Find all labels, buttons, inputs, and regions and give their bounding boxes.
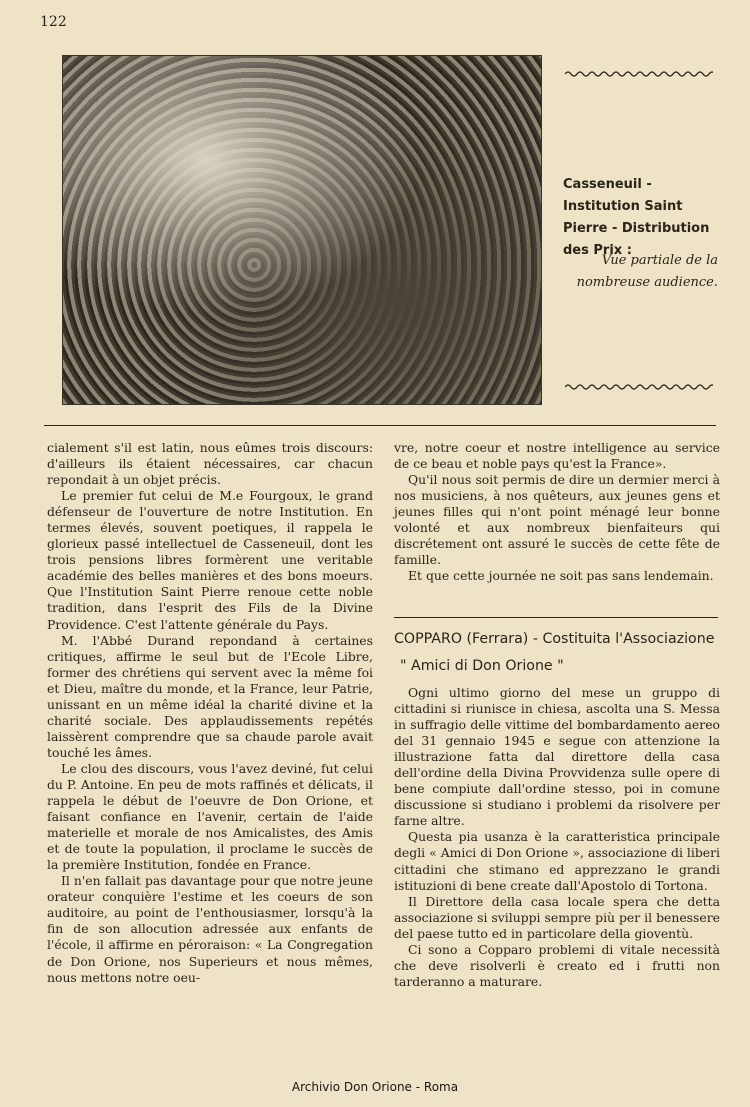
page-number: 122 [40,14,67,30]
paragraph: Il n'en fallait pas davantage pour que notre jeune orateur conquière l'estime et les coeurs de son auditoire, au point de l'enthousiasmer, lorsqu'à la fin de son allocution adressée aux enfants de l'école, il affirme en péroraison: « La Congregation de Don Orione, nos Superieurs et nous mêmes, nous mettons notre oeu- [47,873,373,985]
paragraph: Ci sono a Copparo problemi di vitale necessità che deve risolverli è creato ed i frutti non tarderanno a maturare. [394,941,720,989]
paragraph: Questa pia usanza è la caratteristica principale degli « Amici di Don Orione », associazione di liberi cittadini che stimano ed apprezzano le grandi istituzioni di bene create dall'Apostolo di Tortona. [394,829,720,893]
article-heading-line: COPPARO (Ferrara) - Costituita l'Associazione [394,631,715,647]
article-divider [394,617,718,618]
ornament-wavy-bottom [565,383,713,391]
article-heading-line: " Amici di Don Orione " [400,658,564,674]
archive-footer: Archivio Don Orione - Roma [291,1080,459,1094]
left-column [47,440,373,986]
paragraph: Il Direttore della casa locale spera che detta associazione si sviluppi sempre più per il benessere del paese tutto ed in particolare della gioventù. [394,893,720,941]
photo-caption-title: Casseneuil - Institution Saint Pierre - Distribution des Prix : [563,177,710,258]
article-heading [394,626,720,680]
ornament-wavy-top [565,70,713,78]
photo-caption-subtitle: Vue partiale de la nombreuse audience. [576,253,718,290]
section-divider [44,425,716,426]
right-column-top [394,440,720,584]
paragraph: Ogni ultimo giorno del mese un gruppo di cittadini si riunisce in chiesa, ascolta una S. Messa in suffragio delle vittime del bombardamento aereo del 31 gennaio 1945 e segue con attenzione la illustrazione fatta dal direttore della casa dell'ordine della Divina Provvidenza sulle opere di bene compiute dall'ordine stesso, poi in comune discussione si studiano i problemi da risolvere per farne altre. [394,685,720,829]
paragraph: M. l'Abbé Durand repondand à certaines critiques, affirme le seul but de l'Ecole Libre, former des chrétiens qui servent avec la même foi et Dieu, maître du monde, et la France, leur Patrie, unissant en un même idéal la charité divine et la charité sociale. Des applaudissements repétés laissèrent comprendre que sa chaude parole avait touché les âmes. [47,632,373,760]
paragraph: vre, notre coeur et nostre intelligence au service de ce beau et noble pays qu'est la France». [394,440,720,472]
paragraph: Le premier fut celui de M.e Fourgoux, le grand défenseur de l'ouverture de notre Institution. En termes élevés, souvent poetiques, il rappela le glorieux passé intellectuel de Casseneuil, dont les trois pensions libres formèrent une veritable académie des belles manières et des bons moeurs. Que l'Institution Saint Pierre renoue cette noble tradition, dans l'esprit des Fils de la Divine Providence. C'est l'attente générale du Pays. [47,488,373,632]
article-body [394,685,720,990]
audience-photo [62,55,542,405]
paragraph: Le clou des discours, vous l'avez deviné, fut celui du P. Antoine. En peu de mots raffinés et délicats, il rappela le début de l'oeuvre de Don Orione, et faisant confiance en l'avenir, certain de l'aide materielle et morale de nos Amicalistes, des Amis et de toute la population, il proclame le succès de la première Institution, fondée en France. [47,760,373,873]
paragraph: Et que cette journée ne soit pas sans lendemain. [408,568,714,584]
paragraph: Qu'il nous soit permis de dire un dermier merci à nos musiciens, à nos quêteurs, aux jeunes gens et jeunes filles qui n'ont point ménagé leur bonne volonté et aux nombreux bienfaiteurs qui discrétement ont assuré le succès de cette fête de famille. [394,472,720,568]
paragraph: cialement s'il est latin, nous eûmes trois discours: d'ailleurs ils étaient nécessaires, car chacun repondait à un objet précis. [47,440,373,488]
